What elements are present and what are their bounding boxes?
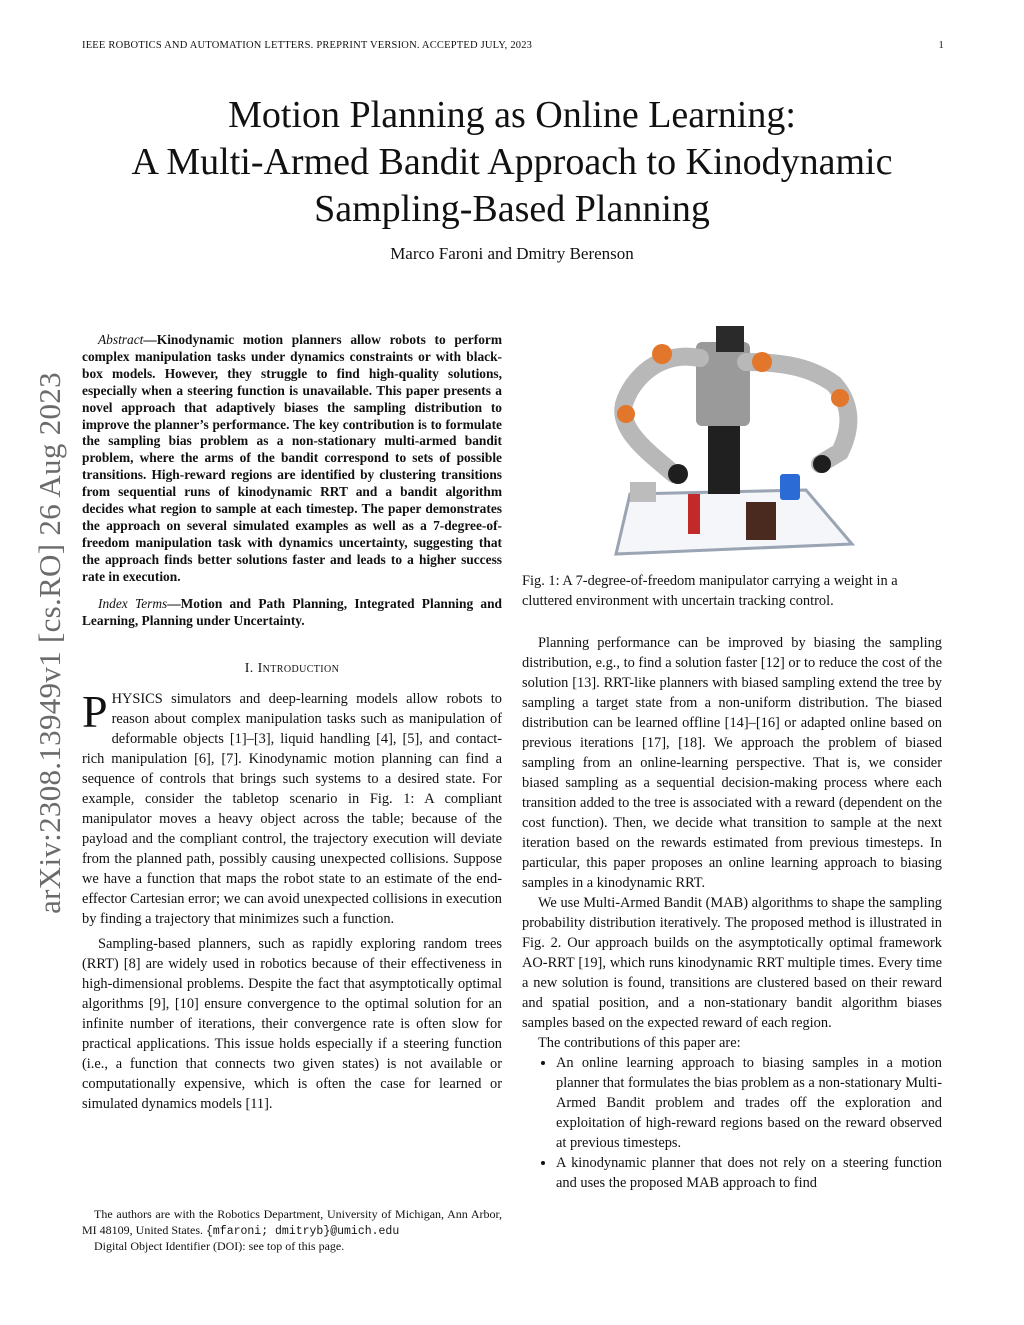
footnote-doi: Digital Object Identifier (DOI): see top of this page. — [94, 1239, 345, 1253]
blue-cup — [780, 474, 800, 500]
authors: Marco Faroni and Dmitry Berenson — [390, 244, 634, 263]
arxiv-sidebar — [34, 348, 66, 938]
abstract: Abstract—Kinodynamic motion planners allow robots to perform complex manipulation tasks under dynamics constraints or with black-box models. However, they struggle to find high-quality solutions, especially when a steering function is unavailable. This paper presents a novel approach that adaptively biases the sampling distribution to improve the planner’s performance. The key contribution is to formulate the sampling bias problem as a non-stationary multi-armed bandit problem, where the arms of the bandit correspond to sets of possible transitions. High-reward regions are identified by clustering transitions from sequential runs of kinodynamic RRT and a bandit algorithm decides what region to sample at each timestep. The paper demonstrates the approach on several simulated examples as well as a 7-degree-of-freedom manipulation task with dynamics uncertainty, suggesting that the approach finds better solutions faster and leads to a higher success rate in execution. — [82, 332, 502, 584]
right-paragraph-3: The contributions of this paper are: — [538, 1035, 741, 1051]
index-terms-text: Motion and Path Planning, Integrated Planning and Learning, Planning under Uncertainty. — [82, 595, 502, 628]
index-terms: Index Terms—Motion and Path Planning, Integrated Planning and Learning, Planning under Uncertainty. — [82, 595, 502, 628]
left-arm-joint — [617, 405, 635, 423]
intro-p1-text: HYSICS simulators and deep-learning models allow robots to reason about complex manipulation tasks such as manipulation of deformable objects [1]–[3], liquid handling [4], [5], and contact-rich manipulation [6], [7]. Kinodynamic motion planning can find a sequence of controls that brings such systems to a desired state. For example, consider the tabletop scenario in Fig. 1: A compliant manipulator moves a heavy object across the table; because of the payload and the compliant control, the trajectory execution will deviate from the planned path, possibly causing unexpected collisions. Suppose we have a function that maps the robot state to an estimate of the end-effector Cartesian error; we can avoid unexpected collisions in execution by finding a trajectory that minimizes such a function. — [82, 691, 502, 928]
right-gripper — [813, 455, 831, 473]
robot-head — [716, 326, 744, 352]
right-column-text — [522, 633, 942, 1193]
section-heading — [82, 659, 502, 679]
title-line-2: A Multi-Armed Bandit Approach to Kinodynamic — [131, 141, 893, 183]
contributions-list — [522, 1053, 942, 1193]
footnote — [82, 1207, 502, 1255]
left-arm-joint — [652, 344, 672, 364]
right-paragraph-1: Planning performance can be improved by biasing the sampling distribution, e.g., to find a solution faster [12] or to reduce the cost of the solution [13]. RRT-like planners with biased sampling extend the tree by sampling a target state from a non-uniform distribution. The biased distribution can be learned offline [14]–[16] or adapted online based on previous iterations [17], [18]. We approach the problem of biased sampling from an online-learning perspective. That is, we consider biased sampling as a sequential decision-making process where each transition added to the tree is associated with a reward (dependent on the cost function). Then, we decide what transition to sample at the next iteration based on the rewards estimated from previous timesteps. In particular, this paper proposes an online learning approach to biasing samples in a kinodynamic RRT. — [522, 635, 942, 891]
contribution-item: • An online learning approach to biasing samples in a motion planner that formulates the bias problem as a non-stationary Multi-Armed Bandit problem and trades off the exploration and exploitation of high-reward regions based on the reward observed at previous timesteps. — [556, 1053, 942, 1153]
footnote-affiliation — [82, 1207, 502, 1239]
contribution-item: • A kinodynamic planner that does not rely on a steering function and uses the proposed MAB approach to find — [556, 1153, 942, 1193]
running-header — [82, 40, 944, 51]
left-gripper — [668, 464, 688, 484]
red-box — [688, 494, 700, 534]
intro-paragraph-1 — [82, 686, 502, 929]
index-terms-label: Index Terms — [98, 595, 168, 611]
robot-figure — [590, 322, 880, 562]
paper-title — [60, 92, 964, 233]
arxiv-identifier: arXiv:2308.13949v1 [cs.RO] 26 Aug 2023 — [32, 372, 67, 914]
intro-paragraph-2: Sampling-based planners, such as rapidly exploring random trees (RRT) [8] are widely used in robotics because of their effectiveness in high-dimensional problems. Despite the fact that asymptotically optimal algorithms [9], [10] ensure convergence to the optimal solution for an infinite number of iterations, their convergence rate is often slow for practical applications. This issue holds especially if a steering function (i.e., a function that connects two given states) is not available or computationally expensive, which is often the case for learned or simulated dynamics models [11]. — [82, 936, 502, 1113]
journal-header: IEEE ROBOTICS AND AUTOMATION LETTERS. PREPRINT VERSION. ACCEPTED JULY, 2023 — [82, 40, 533, 51]
section-numeral: I. — [244, 661, 254, 677]
title-line-3: Sampling-Based Planning — [314, 188, 710, 230]
page-number: 1 — [938, 40, 944, 51]
footnote-emails: {mfaroni; dmitryb}@umich.edu — [206, 1224, 400, 1238]
right-paragraph-2: We use Multi-Armed Bandit (MAB) algorithms to shape the sampling probability distribution iteratively. The proposed method is illustrated in Fig. 2. Our approach builds on the asymptotically optimal framework AO-RRT [19], which runs kinodynamic RRT multiple times. Every time a new solution is found, transitions are clustered based on their reward and spatial position, and a non-stationary bandit algorithm biases samples based on the expected reward of each region. — [522, 895, 942, 1031]
drop-cap: P — [82, 686, 108, 738]
right-arm-joint — [831, 389, 849, 407]
footnote-line-1: The authors are with the Robotics Department, University of Michigan, Ann Arbor, MI 48109, United States. — [82, 1207, 502, 1237]
abstract-label: Abstract — [98, 332, 144, 347]
right-arm — [746, 362, 848, 464]
title-line-1: Motion Planning as Online Learning: — [228, 94, 796, 136]
clutter — [630, 482, 656, 502]
section-title: Introduction — [257, 661, 340, 677]
weight-box — [746, 502, 776, 540]
abstract-text: Kinodynamic motion planners allow robots to perform complex manipulation tasks under dynamics constraints or with black-box models. However, they struggle to find high-quality solutions, especially when a steering function is unavailable. This paper presents a novel approach that adaptively biases the sampling distribution to improve the planner’s performance. The key contribution is to formulate the sampling bias problem as a non-stationary multi-armed bandit problem, where the arms of the bandit correspond to sets of possible transitions. High-reward regions are identified by clustering transitions from sequential runs of kinodynamic RRT and a bandit algorithm decides what region to sample at each timestep. The paper demonstrates the approach on several simulated examples as well as a 7-degree-of-freedom manipulation task with dynamics uncertainty, suggesting that the approach finds better solutions faster and leads to a higher success rate in execution. — [82, 332, 502, 584]
left-column — [82, 332, 502, 1114]
figure-caption: Fig. 1: A 7-degree-of-freedom manipulator carrying a weight in a cluttered environment with uncertain tracking control. — [522, 573, 898, 609]
right-arm-joint — [752, 352, 772, 372]
